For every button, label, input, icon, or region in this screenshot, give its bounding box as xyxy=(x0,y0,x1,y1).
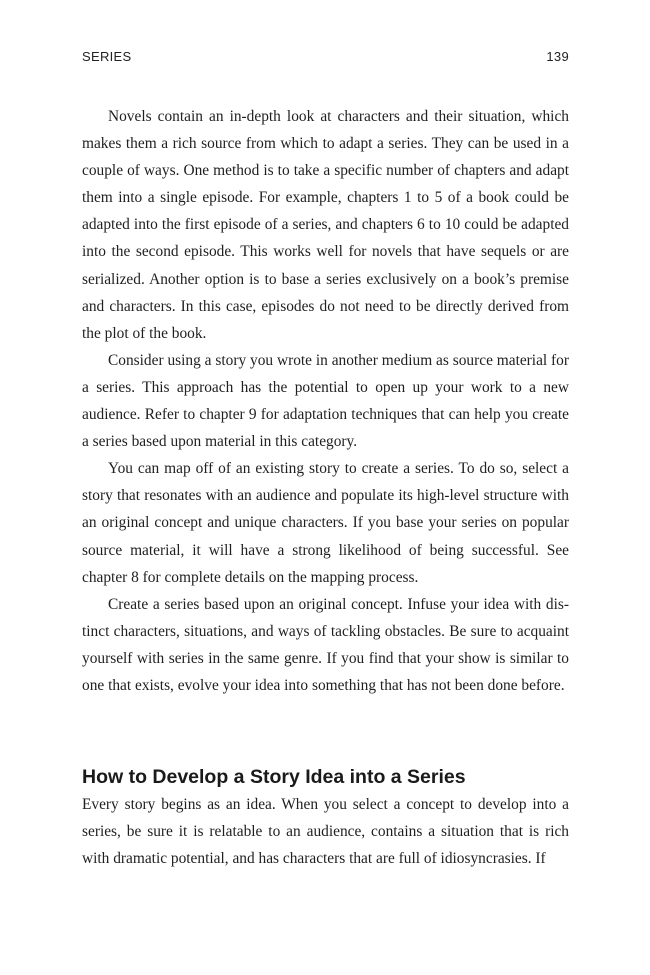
paragraph-novels: Novels contain an in-depth look at characters and their situation, which makes them a rich source from which to adapt a series. They can be used in a couple of ways. One method is to take a specific number of chapters and adapt them into a single episode. For example, chapters 1 to 5 of a book could be adapted into the first episode of a series, and chapters 6 to 10 could be adapted into the second episode. This works well for novels that have sequels or are serialized. Another option is to base a series exclusively on a book’s premise and characters. In this case, episodes do not need to be directly derived from the plot of the book. xyxy=(82,108,569,342)
paragraph-other-medium: Consider using a story you wrote in another medium as source material for a series. This approach has the potential to open up your work to a new audience. Refer to chapter 9 for adaptation techniques that can help you create a series based upon material in this category. xyxy=(82,351,569,451)
page-number: 139 xyxy=(546,49,569,64)
paragraph-story-idea: Every story begins as an idea. When you select a concept to develop into a series, be sure it is relatable to an audience, contains a situation that is rich with dramatic potential, and has characters that are full of idiosyncrasies. If xyxy=(82,796,569,868)
running-head-section: SERIES xyxy=(82,49,132,64)
paragraph-mapping: You can map off of an existing story to create a series. To do so, select a story that resonates with an audience and populate its high-level structure with an original concept and unique characters. If you base your series on popular source material, it will have a strong likelihood of being successful. See chapter 8 for complete details on the mapping process. xyxy=(82,460,569,586)
section-heading: How to Develop a Story Idea into a Series xyxy=(82,766,466,788)
paragraph-original-concept: Create a series based upon an original concept. Infuse your idea with distinct characters, situations, and ways of tackling obstacles. Be sure to acquaint yourself with series in the same genre. If you find that your show is similar to one that exists, evolve your idea into something that has not been done before. xyxy=(82,595,569,694)
body-text xyxy=(82,103,569,699)
running-head xyxy=(82,49,569,67)
